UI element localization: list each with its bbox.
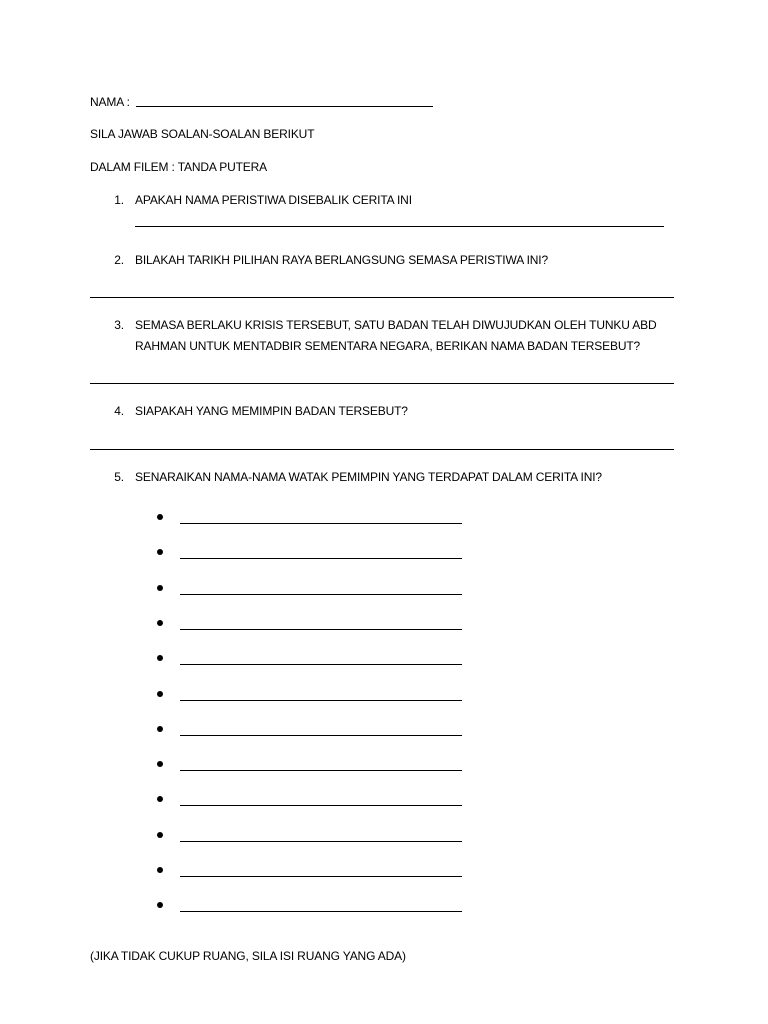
instruction-text: SILA JAWAB SOALAN-SOALAN BERIKUT <box>90 127 315 141</box>
question-2-number: 2. <box>114 253 124 267</box>
film-title-line: DALAM FILEM : TANDA PUTERA <box>90 160 268 174</box>
bullet-icon <box>157 867 163 873</box>
question-2-answer-line[interactable] <box>90 297 674 298</box>
question-5-text: SENARAIKAN NAMA-NAMA WATAK PEMIMPIN YANG TERDAPAT DALAM CERITA INI? <box>135 470 602 484</box>
leader-answer-line[interactable] <box>180 876 462 877</box>
leader-answer-line[interactable] <box>180 841 462 842</box>
name-label: NAMA : <box>90 95 130 109</box>
leader-answer-line[interactable] <box>180 770 462 771</box>
leader-answer-line[interactable] <box>180 664 462 665</box>
name-answer-line[interactable] <box>136 106 433 107</box>
bullet-icon <box>157 796 163 802</box>
question-3-number: 3. <box>114 318 124 332</box>
question-3-text-line2: RAHMAN UNTUK MENTADBIR SEMENTARA NEGARA, BERIKAN NAMA BADAN TERSEBUT? <box>135 339 641 353</box>
footer-note: (JIKA TIDAK CUKUP RUANG, SILA ISI RUANG YANG ADA) <box>90 949 406 963</box>
leader-answer-line[interactable] <box>180 700 462 701</box>
leader-answer-line[interactable] <box>180 805 462 806</box>
bullet-icon <box>157 691 163 697</box>
leader-answer-line[interactable] <box>180 558 462 559</box>
question-4-text: SIAPAKAH YANG MEMIMPIN BADAN TERSEBUT? <box>135 404 408 418</box>
question-3-text-line1: SEMASA BERLAKU KRISIS TERSEBUT, SATU BADAN TELAH DIWUJUDKAN OLEH TUNKU ABD <box>135 318 657 332</box>
leader-answer-line[interactable] <box>180 629 462 630</box>
question-5-number: 5. <box>114 470 124 484</box>
question-4-number: 4. <box>114 404 124 418</box>
question-2-text: BILAKAH TARIKH PILIHAN RAYA BERLANGSUNG SEMASA PERISTIWA INI? <box>135 253 548 267</box>
question-1-answer-line[interactable] <box>135 226 664 227</box>
bullet-icon <box>157 761 163 767</box>
question-1-number: 1. <box>114 193 124 207</box>
leader-answer-line[interactable] <box>180 523 462 524</box>
bullet-icon <box>157 620 163 626</box>
question-1-text: APAKAH NAMA PERISTIWA DISEBALIK CERITA INI <box>135 193 412 207</box>
question-4-answer-line[interactable] <box>90 449 674 450</box>
bullet-icon <box>157 585 163 591</box>
leader-answer-line[interactable] <box>180 594 462 595</box>
leader-answer-line[interactable] <box>180 735 462 736</box>
bullet-icon <box>157 832 163 838</box>
leader-answer-line[interactable] <box>180 911 462 912</box>
bullet-icon <box>157 902 163 908</box>
bullet-icon <box>157 726 163 732</box>
bullet-icon <box>157 514 163 520</box>
bullet-icon <box>157 549 163 555</box>
bullet-icon <box>157 655 163 661</box>
question-3-answer-line[interactable] <box>90 383 674 384</box>
